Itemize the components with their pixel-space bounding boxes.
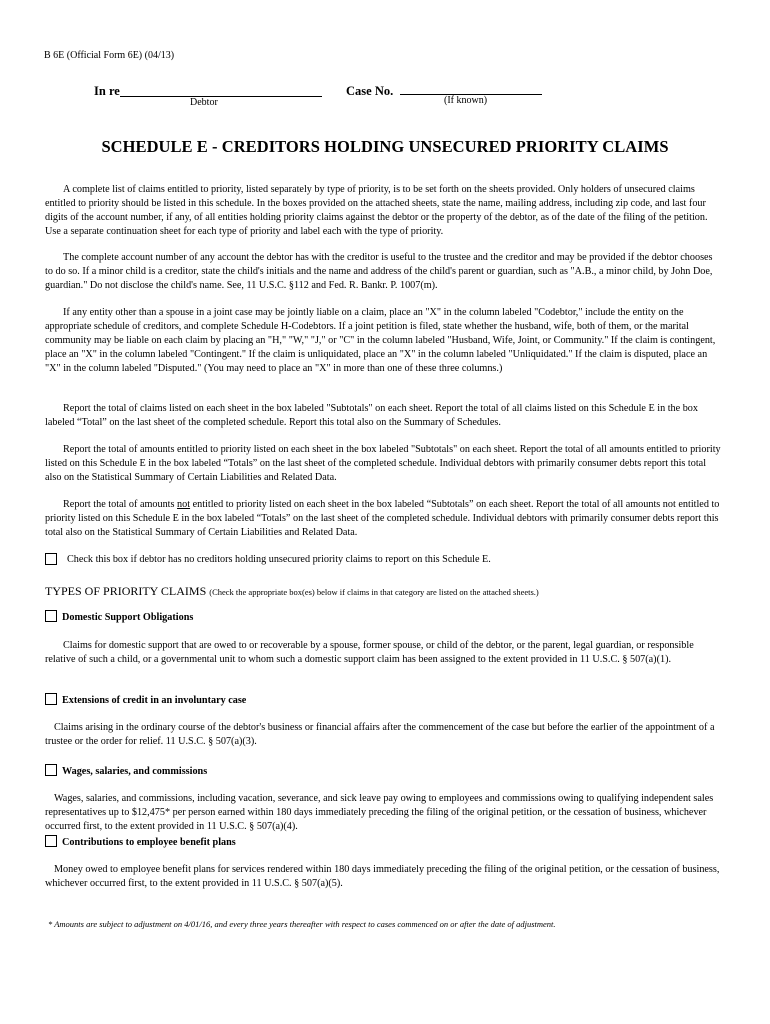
category-description [45,721,721,749]
category-involuntary-credit [45,693,246,706]
nonpriority-before: Report the total of amounts [63,499,178,510]
intro-paragraph [45,183,721,239]
codebtor-text: If any entity other than a spouse in a joint case may be jointly liable on a claim, place an "X" in the column labeled "Codebtor," include the entity on the appropriate schedule of creditors, and complete Schedule H-Codebtors. If a joint petition is filed, state whether the husband, wife, both of them, or the marital community may be liable on each claim by placing an "H," "W," "J," or "C" in the column labeled "Husband, Wife, Joint, or Community." If the claim is contingent, place an "X" in the column labeled "Contingent." If the claim is unliquidated, place an "X" in the column labeled "Unliquidated." If the claim is disputed, place an "X" in the column labeled "Disputed." (You may need to place an "X" in more than one of these three columns.) [45,307,716,374]
no-creditors-checkbox[interactable] [45,553,57,565]
domestic-support-text: Claims for domestic support that are owed to or recoverable by a spouse, former spouse, or child of the debtor, or the parent, legal guardian, or responsible relative of such a child, or a governmental unit to whom such a domestic support claim has been assigned to the extent provided in 11 U.S.C. § 507(a)(1). [45,640,694,665]
category-description [45,639,721,667]
total-claims-text: Report the total of claims listed on each sheet in the box labeled "Subtotals" on each sheet. Report the total of all claims listed on this Schedule E in the box labeled “Total” on the last sheet of the completed schedule. Report this total also on the Summary of Schedules. [45,403,698,428]
in-re-label: In re [94,84,120,98]
nonpriority-after: entitled to priority listed on each sheet in the box labeled “Subtotals” on each sheet. Report the total of all amounts not entitled to priority listed on this Schedule E in the box labeled “Totals” on the last sheet of the completed schedule. Individual debtors with primarily consumer debts report this total also on the Statistical Summary of Certain Liabilities and Related Data. [45,499,720,538]
types-note: (Check the appropriate box(es) below if claims in that category are listed on the attached sheets.) [209,587,539,597]
if-known-caption: (If known) [444,95,488,106]
category-label: Domestic Support Obligations [62,612,194,623]
category-label: Contributions to employee benefit plans [62,837,236,848]
priority-amounts-text: Report the total of amounts entitled to priority listed on each sheet in the box labeled "Subtotals" on each sheet. Report the total of all amounts entitled to priority listed on this Schedule E in the box labeled “Totals” on the last sheet of the completed schedule. Individual debtors with primarily consumer debts report this total also on the Statistical Summary of Certain Liabilities and Related Data. [45,444,721,483]
benefit-plans-checkbox[interactable] [45,835,57,847]
category-description [45,863,721,891]
case-no-label: Case No. [346,84,394,98]
wages-text: Wages, salaries, and commissions, including vacation, severance, and sick leave pay owing to employees and commissions owing to qualifying independent sales representatives up to $12,475* per person earned within 180 days immediately preceding the filing of the original petition, or the cessation of business, whichever occurred first, to the extent provided in 11 U.S.C. § 507(a)(4). [45,793,714,832]
involuntary-credit-text: Claims arising in the ordinary course of the debtor's business or financial affairs after the commencement of the case but before the earlier of the appointment of a trustee or the order for relief. 11 U.S.C. § 507(a)(3). [45,722,715,747]
account-number-paragraph [45,251,721,293]
nonpriority-amounts-paragraph [45,498,721,540]
involuntary-credit-checkbox[interactable] [45,693,57,705]
priority-amounts-paragraph [45,443,721,485]
intro-text: A complete list of claims entitled to priority, listed separately by type of priority, is to be set forth on the sheets provided. Only holders of unsecured claims entitled to priority should be listed in this schedule. In the boxes provided on the attached sheets, state the name, mailing address, including zip code, and last four digits of the account number, if any, of all entities holding priority claims against the debtor or the property of the debtor, as of the date of the filing of the petition. Use a separate continuation sheet for each type of priority and label each with the type of priority. [45,184,708,237]
types-heading [45,584,539,599]
category-benefit-plans [45,835,236,848]
category-domestic-support [45,610,193,623]
wages-checkbox[interactable] [45,764,57,776]
form-id: B 6E (Official Form 6E) (04/13) [44,50,175,61]
not-emphasis: not [177,499,191,510]
account-number-text: The complete account number of any account the debtor has with the creditor is useful to the trustee and the creditor and may be provided if the debtor chooses to do so. If a minor child is a creditor, state the child's initials and the name and address of the child's parent or guardian, such as "A.B., a minor child, by John Doe, guardian." Do not disclose the child's name. See, 11 U.S.C. §112 and Fed. R. Bankr. P. 1007(m). [45,252,713,291]
codebtor-paragraph [45,306,721,376]
category-description [45,792,721,834]
debtor-name-field[interactable] [120,96,322,97]
footnote: * Amounts are subject to adjustment on 4/01/16, and every three years thereafter with respect to cases commenced on or after the date of adjustment. [48,919,556,929]
page-title: SCHEDULE E - CREDITORS HOLDING UNSECURED PRIORITY CLAIMS [101,137,669,156]
types-heading-text: TYPES OF PRIORITY CLAIMS [45,584,207,598]
domestic-support-checkbox[interactable] [45,610,57,622]
debtor-caption: Debtor [190,97,218,108]
category-label: Wages, salaries, and commissions [62,766,208,777]
total-claims-paragraph [45,402,721,430]
category-label: Extensions of credit in an involuntary case [62,695,247,706]
no-creditors-label: Check this box if debtor has no creditors holding unsecured priority claims to report on this Schedule E. [67,554,491,565]
benefit-plans-text: Money owed to employee benefit plans for services rendered within 180 days immediately preceding the filing of the original petition, or the cessation of business, whichever occurred first, to the extent provided in 11 U.S.C. § 507(a)(5). [45,864,720,889]
category-wages [45,764,207,777]
